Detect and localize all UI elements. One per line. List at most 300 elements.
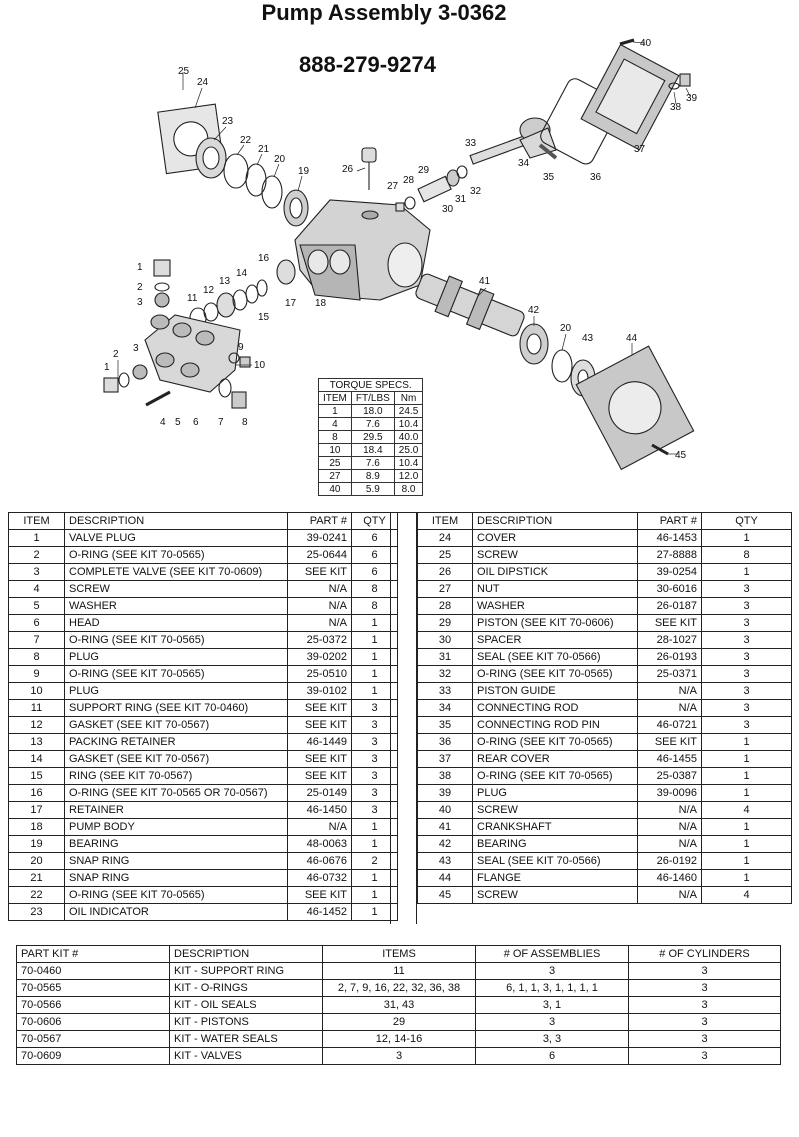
- table-cell: SEE KIT: [288, 564, 352, 581]
- table-cell: 24: [418, 530, 473, 547]
- table-cell: SEE KIT: [288, 700, 352, 717]
- table-cell: CRANKSHAFT: [473, 819, 638, 836]
- table-row: [9, 819, 398, 836]
- table-cell: 3: [629, 1048, 781, 1065]
- table-cell: PACKING RETAINER: [65, 734, 288, 751]
- table-cell: 25-0371: [638, 666, 702, 683]
- table-row: [9, 768, 398, 785]
- col-header-part: PART #: [288, 513, 352, 530]
- col-header-items: ITEMS: [323, 946, 476, 963]
- table-cell: 70-0566: [17, 997, 170, 1014]
- callout: 6: [193, 417, 199, 428]
- table-cell: 28-1027: [638, 632, 702, 649]
- table-cell: KIT - SUPPORT RING: [170, 963, 323, 980]
- callout: 23: [222, 116, 234, 127]
- torque-row: [319, 405, 423, 418]
- table-cell: 46-0676: [288, 853, 352, 870]
- table-cell: 44: [418, 870, 473, 887]
- table-cell: 27-8888: [638, 547, 702, 564]
- table-cell: N/A: [638, 700, 702, 717]
- table-cell: 13: [9, 734, 65, 751]
- table-cell: 3: [702, 717, 792, 734]
- table-cell: 22: [9, 887, 65, 904]
- callout: 39: [686, 93, 698, 104]
- table-cell: 30: [418, 632, 473, 649]
- table-cell: 26-0193: [638, 649, 702, 666]
- table-cell: 4: [9, 581, 65, 598]
- table-cell: 42: [418, 836, 473, 853]
- torque-row: [319, 444, 423, 457]
- table-cell: N/A: [638, 836, 702, 853]
- table-cell: N/A: [288, 819, 352, 836]
- table-cell: 1: [702, 819, 792, 836]
- torque-header: FT/LBS: [351, 392, 394, 405]
- callout: 38: [670, 102, 682, 113]
- table-cell: 1: [702, 734, 792, 751]
- table-cell: 4: [319, 418, 352, 431]
- callout: 25: [178, 66, 190, 77]
- col-header-qty: QTY: [352, 513, 398, 530]
- table-row: [418, 666, 792, 683]
- table-cell: 26: [418, 564, 473, 581]
- kit-row: [17, 963, 781, 980]
- table-cell: 3, 1: [476, 997, 629, 1014]
- callout: 1: [137, 262, 143, 273]
- table-cell: 25-0510: [288, 666, 352, 683]
- callout: 10: [254, 360, 266, 371]
- kits-header-row: [17, 946, 781, 963]
- table-cell: 46-1449: [288, 734, 352, 751]
- table-cell: 3: [702, 615, 792, 632]
- rear-cover-drawing: [581, 45, 679, 150]
- callout: 9: [238, 342, 244, 353]
- table-cell: 3: [702, 581, 792, 598]
- callout: 28: [403, 175, 415, 186]
- table-cell: 39-0096: [638, 785, 702, 802]
- table-cell: SEAL (SEE KIT 70-0566): [473, 649, 638, 666]
- col-header-description: DESCRIPTION: [473, 513, 638, 530]
- table-cell: 1: [352, 632, 398, 649]
- callout: 12: [203, 285, 215, 296]
- table-cell: 8: [9, 649, 65, 666]
- table-cell: 29: [418, 615, 473, 632]
- table-cell: FLANGE: [473, 870, 638, 887]
- table-cell: 70-0567: [17, 1031, 170, 1048]
- table-row: [9, 802, 398, 819]
- table-cell: SNAP RING: [65, 870, 288, 887]
- callout: 30: [442, 204, 454, 215]
- col-header-item: ITEM: [418, 513, 473, 530]
- table-cell: 3: [702, 649, 792, 666]
- table-cell: 1: [702, 853, 792, 870]
- table-cell: 29.5: [351, 431, 394, 444]
- table-cell: VALVE PLUG: [65, 530, 288, 547]
- table-row: [9, 581, 398, 598]
- table-row: [418, 785, 792, 802]
- table-cell: 3: [9, 564, 65, 581]
- table-cell: COVER: [473, 530, 638, 547]
- table-cell: SEE KIT: [638, 615, 702, 632]
- table-cell: 6: [352, 564, 398, 581]
- parts-table-right: [417, 512, 792, 904]
- col-header-kit-description: DESCRIPTION: [170, 946, 323, 963]
- table-cell: SCREW: [473, 547, 638, 564]
- table-cell: 3: [476, 1014, 629, 1031]
- table-cell: 3: [352, 700, 398, 717]
- callout: 5: [175, 417, 181, 428]
- table-cell: SEE KIT: [288, 751, 352, 768]
- callout: 3: [133, 343, 139, 354]
- page-title: Pump Assembly 3-0362: [261, 0, 507, 25]
- table-cell: 1: [702, 836, 792, 853]
- table-cell: 6: [9, 615, 65, 632]
- table-cell: 10.4: [394, 418, 422, 431]
- table-cell: 3: [702, 632, 792, 649]
- table-row: [9, 836, 398, 853]
- torque-row: [319, 470, 423, 483]
- part-kits-table: [16, 945, 781, 1065]
- table-cell: 40: [319, 483, 352, 496]
- table-cell: 70-0460: [17, 963, 170, 980]
- table-cell: 16: [9, 785, 65, 802]
- table-cell: SEE KIT: [638, 734, 702, 751]
- table-cell: 34: [418, 700, 473, 717]
- table-cell: 3: [352, 751, 398, 768]
- table-cell: 46-1453: [638, 530, 702, 547]
- callout: 19: [298, 166, 310, 177]
- table-cell: RING (SEE KIT 70-0567): [65, 768, 288, 785]
- table-cell: 46-1460: [638, 870, 702, 887]
- table-cell: 41: [418, 819, 473, 836]
- table-row: [9, 853, 398, 870]
- table-row: [9, 785, 398, 802]
- table-row: [418, 700, 792, 717]
- table-cell: SEE KIT: [288, 717, 352, 734]
- table-cell: 29: [323, 1014, 476, 1031]
- table-cell: KIT - OIL SEALS: [170, 997, 323, 1014]
- callout: 11: [187, 293, 198, 304]
- table-cell: PLUG: [65, 649, 288, 666]
- callout: 29: [418, 165, 430, 176]
- table-cell: 24.5: [394, 405, 422, 418]
- table-cell: 38: [418, 768, 473, 785]
- table-cell: 14: [9, 751, 65, 768]
- table-cell: SCREW: [473, 802, 638, 819]
- callout: 35: [543, 172, 555, 183]
- table-cell: 25: [418, 547, 473, 564]
- table-row: [9, 649, 398, 666]
- table-cell: PLUG: [65, 683, 288, 700]
- parts-header-row: [9, 513, 398, 530]
- table-cell: PUMP BODY: [65, 819, 288, 836]
- callout: 24: [197, 77, 209, 88]
- table-cell: 15: [9, 768, 65, 785]
- table-cell: 37: [418, 751, 473, 768]
- table-cell: 46-0732: [288, 870, 352, 887]
- table-cell: 25-0372: [288, 632, 352, 649]
- table-cell: 28: [418, 598, 473, 615]
- table-cell: 1: [702, 785, 792, 802]
- table-cell: 6: [352, 547, 398, 564]
- table-cell: OIL DIPSTICK: [473, 564, 638, 581]
- table-cell: N/A: [638, 819, 702, 836]
- table-cell: 35: [418, 717, 473, 734]
- table-cell: 27: [319, 470, 352, 483]
- table-cell: WASHER: [473, 598, 638, 615]
- table-cell: O-RING (SEE KIT 70-0565): [65, 666, 288, 683]
- table-cell: 26-0187: [638, 598, 702, 615]
- table-cell: 1: [9, 530, 65, 547]
- table-cell: 26-0192: [638, 853, 702, 870]
- table-row: [418, 547, 792, 564]
- table-row: [418, 598, 792, 615]
- pump-body-drawing: [295, 200, 430, 300]
- table-cell: SUPPORT RING (SEE KIT 70-0460): [65, 700, 288, 717]
- table-cell: 12, 14-16: [323, 1031, 476, 1048]
- table-cell: 4: [702, 802, 792, 819]
- kit-row: [17, 1031, 781, 1048]
- table-cell: 7: [9, 632, 65, 649]
- callout: 43: [582, 333, 594, 344]
- table-row: [418, 734, 792, 751]
- table-cell: 3: [702, 666, 792, 683]
- callout: 27: [387, 181, 399, 192]
- table-cell: 1: [319, 405, 352, 418]
- callout: 13: [219, 276, 231, 287]
- callout: 21: [258, 144, 270, 155]
- table-cell: 70-0609: [17, 1048, 170, 1065]
- table-cell: 31: [418, 649, 473, 666]
- table-cell: O-RING (SEE KIT 70-0565): [65, 547, 288, 564]
- col-header-description: DESCRIPTION: [65, 513, 288, 530]
- callout: 26: [342, 164, 354, 175]
- table-row: [9, 904, 398, 921]
- torque-row: [319, 457, 423, 470]
- table-cell: 3: [352, 802, 398, 819]
- table-cell: 1: [352, 836, 398, 853]
- callout: 8: [242, 417, 248, 428]
- callout: 44: [626, 333, 638, 344]
- table-row: [418, 717, 792, 734]
- table-cell: 7.6: [351, 457, 394, 470]
- table-cell: 25-0644: [288, 547, 352, 564]
- table-cell: 1: [352, 649, 398, 666]
- table-cell: 11: [9, 700, 65, 717]
- table-cell: 10: [319, 444, 352, 457]
- table-cell: 1: [702, 870, 792, 887]
- table-row: [418, 564, 792, 581]
- table-cell: 6: [476, 1048, 629, 1065]
- table-cell: 17: [9, 802, 65, 819]
- torque-header: ITEM: [319, 392, 352, 405]
- table-row: [9, 700, 398, 717]
- table-cell: PLUG: [473, 785, 638, 802]
- torque-caption: TORQUE SPECS.: [319, 379, 423, 392]
- callout: 31: [455, 194, 467, 205]
- table-row: [418, 768, 792, 785]
- table-cell: O-RING (SEE KIT 70-0565): [65, 632, 288, 649]
- table-cell: 1: [702, 564, 792, 581]
- table-cell: 1: [352, 904, 398, 921]
- table-row: [9, 564, 398, 581]
- parts-table-left: [8, 512, 398, 921]
- phone-number: 888-279-9274: [298, 52, 436, 77]
- table-cell: 3: [352, 785, 398, 802]
- table-cell: 39-0202: [288, 649, 352, 666]
- table-cell: 40.0: [394, 431, 422, 444]
- table-cell: SCREW: [65, 581, 288, 598]
- table-cell: 70-0565: [17, 980, 170, 997]
- table-cell: 40: [418, 802, 473, 819]
- table-cell: N/A: [288, 598, 352, 615]
- table-cell: 3: [323, 1048, 476, 1065]
- table-row: [9, 598, 398, 615]
- callout: 3: [137, 297, 143, 308]
- table-cell: N/A: [638, 887, 702, 904]
- callout: 32: [470, 186, 482, 197]
- torque-rows: [319, 405, 423, 496]
- table-cell: 31, 43: [323, 997, 476, 1014]
- table-cell: N/A: [638, 683, 702, 700]
- table-row: [9, 870, 398, 887]
- table-row: [418, 836, 792, 853]
- table-cell: 8.9: [351, 470, 394, 483]
- table-cell: 1: [702, 751, 792, 768]
- table-cell: 2: [9, 547, 65, 564]
- table-cell: 5: [9, 598, 65, 615]
- table-cell: 70-0606: [17, 1014, 170, 1031]
- table-cell: GASKET (SEE KIT 70-0567): [65, 751, 288, 768]
- table-cell: 8: [702, 547, 792, 564]
- table-cell: 3: [629, 997, 781, 1014]
- table-cell: 3: [352, 768, 398, 785]
- table-cell: 18.4: [351, 444, 394, 457]
- table-cell: 46-1455: [638, 751, 702, 768]
- table-cell: 18: [9, 819, 65, 836]
- torque-header: Nm: [394, 392, 422, 405]
- table-cell: 27: [418, 581, 473, 598]
- table-cell: 39-0241: [288, 530, 352, 547]
- table-cell: 25-0149: [288, 785, 352, 802]
- table-row: [9, 615, 398, 632]
- callout: 16: [258, 253, 270, 264]
- callout: 37: [634, 144, 646, 155]
- callout: 1: [104, 362, 110, 373]
- kit-row: [17, 980, 781, 997]
- table-row: [418, 530, 792, 547]
- callout: 18: [315, 298, 327, 309]
- table-cell: 7.6: [351, 418, 394, 431]
- table-cell: 5.9: [351, 483, 394, 496]
- table-cell: 10.4: [394, 457, 422, 470]
- table-cell: 3: [702, 700, 792, 717]
- callout: 2: [113, 349, 119, 360]
- table-cell: 8.0: [394, 483, 422, 496]
- torque-row: [319, 483, 423, 496]
- table-cell: N/A: [288, 581, 352, 598]
- table-cell: 1: [352, 683, 398, 700]
- table-cell: 3: [629, 1031, 781, 1048]
- table-cell: 3: [629, 980, 781, 997]
- table-cell: WASHER: [65, 598, 288, 615]
- table-cell: 1: [702, 530, 792, 547]
- parts-rows-left: [9, 530, 398, 921]
- torque-row: [319, 418, 423, 431]
- table-cell: 1: [352, 819, 398, 836]
- table-cell: 12: [9, 717, 65, 734]
- table-cell: REAR COVER: [473, 751, 638, 768]
- table-cell: OIL INDICATOR: [65, 904, 288, 921]
- callout: 2: [137, 282, 143, 293]
- table-cell: 46-1450: [288, 802, 352, 819]
- table-cell: O-RING (SEE KIT 70-0565): [473, 768, 638, 785]
- table-row: [418, 581, 792, 598]
- table-cell: KIT - PISTONS: [170, 1014, 323, 1031]
- table-cell: 3: [352, 734, 398, 751]
- table-cell: SPACER: [473, 632, 638, 649]
- callout: 20: [560, 323, 572, 334]
- table-cell: 21: [9, 870, 65, 887]
- table-row: [9, 632, 398, 649]
- callout: 20: [274, 154, 286, 165]
- table-cell: BEARING: [65, 836, 288, 853]
- table-cell: 46-0721: [638, 717, 702, 734]
- table-cell: 25: [319, 457, 352, 470]
- table-cell: BEARING: [473, 836, 638, 853]
- table-cell: O-RING (SEE KIT 70-0565): [473, 734, 638, 751]
- table-row: [418, 853, 792, 870]
- table-cell: SNAP RING: [65, 853, 288, 870]
- table-cell: SCREW: [473, 887, 638, 904]
- table-cell: 8: [319, 431, 352, 444]
- table-cell: 1: [702, 768, 792, 785]
- table-cell: 3: [352, 717, 398, 734]
- table-row: [418, 632, 792, 649]
- table-cell: 20: [9, 853, 65, 870]
- col-header-assemblies: # OF ASSEMBLIES: [476, 946, 629, 963]
- callout: 42: [528, 305, 540, 316]
- table-cell: O-RING (SEE KIT 70-0565 OR 70-0567): [65, 785, 288, 802]
- table-cell: 8: [352, 598, 398, 615]
- table-row: [418, 819, 792, 836]
- kits-rows: [17, 963, 781, 1065]
- callout: 45: [675, 450, 687, 461]
- table-cell: 1: [352, 615, 398, 632]
- table-cell: HEAD: [65, 615, 288, 632]
- table-cell: 39: [418, 785, 473, 802]
- table-cell: 46-1452: [288, 904, 352, 921]
- callout: 34: [518, 158, 530, 169]
- table-row: [418, 683, 792, 700]
- table-cell: 2: [352, 853, 398, 870]
- col-header-item: ITEM: [9, 513, 65, 530]
- table-cell: 33: [418, 683, 473, 700]
- table-cell: 6: [352, 530, 398, 547]
- table-cell: 32: [418, 666, 473, 683]
- table-cell: 25-0387: [638, 768, 702, 785]
- callout: 14: [236, 268, 248, 279]
- kit-row: [17, 1014, 781, 1031]
- table-cell: 12.0: [394, 470, 422, 483]
- table-cell: 3: [476, 963, 629, 980]
- table-cell: SEE KIT: [288, 887, 352, 904]
- table-cell: N/A: [288, 615, 352, 632]
- table-row: [9, 547, 398, 564]
- table-cell: 3: [702, 683, 792, 700]
- callout: 4: [160, 417, 166, 428]
- col-header-kit: PART KIT #: [17, 946, 170, 963]
- table-cell: SEAL (SEE KIT 70-0566): [473, 853, 638, 870]
